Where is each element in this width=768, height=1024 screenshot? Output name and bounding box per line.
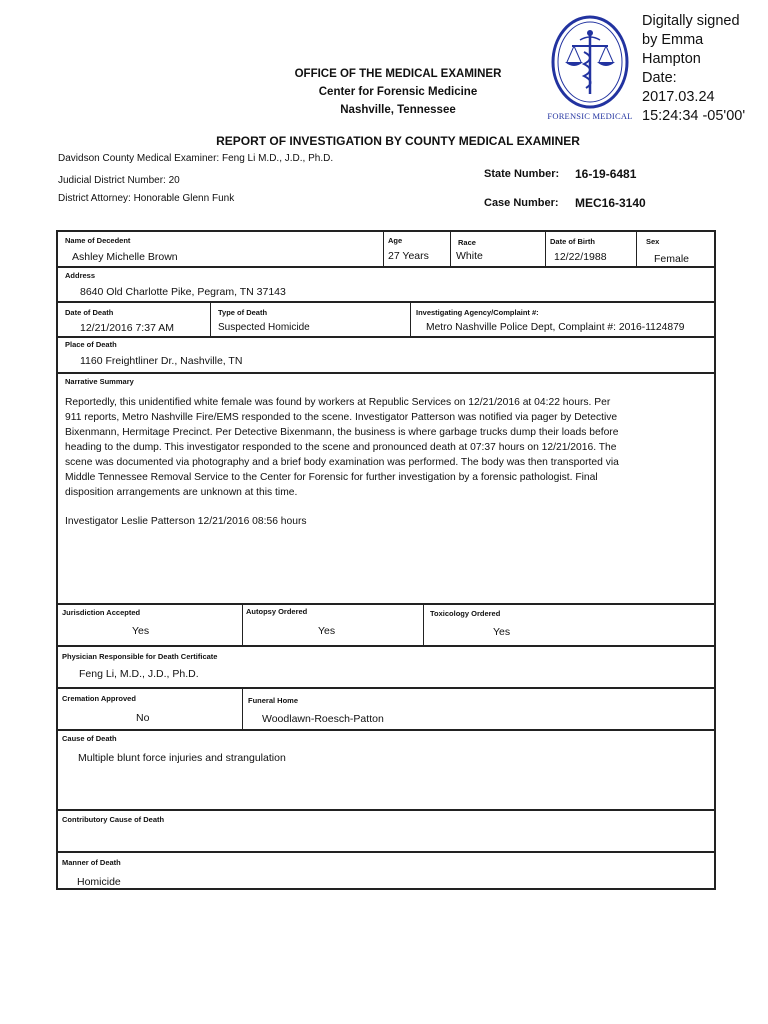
address-label: Address xyxy=(65,271,96,280)
decedent-label: Name of Decedent xyxy=(65,236,131,245)
tod-value: Suspected Homicide xyxy=(218,322,310,333)
form-divider xyxy=(423,603,424,645)
center-name: Center for Forensic Medicine xyxy=(318,86,478,98)
dod-label: Date of Death xyxy=(65,308,114,317)
dob-label: Date of Birth xyxy=(550,237,595,246)
attorney-line: District Attorney: Honorable Glenn Funk xyxy=(58,193,235,204)
case-number-label: Case Number: xyxy=(484,197,559,209)
medical-examiner-seal xyxy=(548,14,632,110)
form-divider xyxy=(58,266,714,268)
decedent-value: Ashley Michelle Brown xyxy=(72,251,178,263)
narrative-line: Reportedly, this unidentified white female was found by workers at Republic Services on 12/21/2016 at 04:22 hours. Per xyxy=(65,397,611,408)
dod-value: 12/21/2016 7:37 AM xyxy=(80,322,174,334)
form-divider xyxy=(58,645,714,647)
cremation-value: No xyxy=(136,712,150,724)
cremation-label: Cremation Approved xyxy=(62,694,136,703)
signature-line: Hampton xyxy=(642,51,701,67)
agency-label: Investigating Agency/Complaint #: xyxy=(416,308,539,317)
state-number-label: State Number: xyxy=(484,168,560,180)
signature-line: Date: xyxy=(642,70,677,86)
narrative-label: Narrative Summary xyxy=(65,377,134,386)
district-line: Judicial District Number: 20 xyxy=(58,175,180,186)
funeral-label: Funeral Home xyxy=(248,696,299,705)
form-divider xyxy=(58,372,714,374)
report-title: REPORT OF INVESTIGATION BY COUNTY MEDICAL EXAMINER xyxy=(216,134,580,148)
manner-label: Manner of Death xyxy=(62,858,121,867)
form-divider xyxy=(58,301,714,303)
seal-caption: FORENSIC MEDICAL xyxy=(547,111,633,121)
sex-value: Female xyxy=(654,253,690,265)
cause-value: Multiple blunt force injuries and strangulation xyxy=(78,752,286,764)
form-divider xyxy=(58,851,714,853)
narrative-line: Middle Tennessee Removal Service to the Center for Forensic for further investigation by a forensic pathologist. Final xyxy=(65,472,598,483)
cause-label: Cause of Death xyxy=(62,734,117,743)
form-divider xyxy=(636,232,637,266)
jurisdiction-value: Yes xyxy=(132,625,150,637)
dob-value: 12/22/1988 xyxy=(554,251,607,263)
narrative-line: Bixenmann, Hermitage Precinct. Per Detective Bixenmann, the business is where garbage trucks dump their loads before xyxy=(65,427,619,438)
place-value: 1160 Freightliner Dr., Nashville, TN xyxy=(80,355,243,367)
narrative-text xyxy=(65,395,659,529)
form-divider xyxy=(58,336,714,338)
form-divider xyxy=(383,232,384,266)
narrative-line: heading to the dump. This investigator responded to the scene and pronounced death at 07:37 hours on 12/21/2016. The xyxy=(65,442,617,453)
contributory-cause-label: Contributory Cause of Death xyxy=(62,815,165,824)
tox-value: Yes xyxy=(493,626,511,638)
form-divider xyxy=(450,232,451,266)
funeral-value: Woodlawn-Roesch-Patton xyxy=(262,713,384,725)
narrative-line: scene was documented via photography and a brief body examination was performed. The body was then transported via xyxy=(65,457,619,468)
tod-label: Type of Death xyxy=(218,308,268,317)
case-number-value: MEC16-3140 xyxy=(575,196,646,210)
physician-label: Physician Responsible for Death Certificate xyxy=(62,652,218,661)
autopsy-label: Autopsy Ordered xyxy=(246,607,308,616)
form-divider xyxy=(410,301,411,336)
form-divider xyxy=(545,232,546,266)
state-number-value: 16-19-6481 xyxy=(575,167,637,181)
form-divider xyxy=(58,809,714,811)
signature-line: by Emma xyxy=(642,32,704,48)
physician-value: Feng Li, M.D., J.D., Ph.D. xyxy=(79,668,199,680)
form-divider xyxy=(242,687,243,729)
form-divider xyxy=(58,687,714,689)
examiner-line: Davidson County Medical Examiner: Feng Li M.D., J.D., Ph.D. xyxy=(58,153,334,164)
tox-label: Toxicology Ordered xyxy=(430,609,501,618)
signature-line: 15:24:34 -05'00' xyxy=(642,108,746,124)
report-form xyxy=(56,230,716,890)
race-label: Race xyxy=(458,238,476,247)
form-divider xyxy=(58,729,714,731)
place-label: Place of Death xyxy=(65,340,117,349)
digital-signature xyxy=(642,12,766,126)
signature-line: Digitally signed xyxy=(642,13,740,29)
office-title: OFFICE OF THE MEDICAL EXAMINER xyxy=(294,68,502,80)
race-value: White xyxy=(456,250,483,262)
office-location: Nashville, Tennessee xyxy=(340,104,456,116)
agency-value: Metro Nashville Police Dept, Complaint #: 2016-1124879 xyxy=(426,322,685,333)
address-value: 8640 Old Charlotte Pike, Pegram, TN 37143 xyxy=(80,286,286,298)
jurisdiction-label: Jurisdiction Accepted xyxy=(62,608,141,617)
form-divider xyxy=(242,603,243,645)
signature-line: 2017.03.24 xyxy=(642,89,715,105)
form-divider xyxy=(58,603,714,605)
narrative-line: 911 reports, Metro Nashville Fire/EMS responded to the scene. Investigator Patterson was notified via pager by Detective xyxy=(65,412,618,423)
narrative-signature: Investigator Leslie Patterson 12/21/2016 08:56 hours xyxy=(65,516,307,527)
narrative-line: disposition arrangements are unknown at this time. xyxy=(65,487,298,498)
autopsy-value: Yes xyxy=(318,625,336,637)
manner-value: Homicide xyxy=(77,876,121,888)
age-value: 27 Years xyxy=(388,250,429,262)
age-label: Age xyxy=(388,236,403,245)
form-divider xyxy=(210,301,211,336)
sex-label: Sex xyxy=(646,237,660,246)
